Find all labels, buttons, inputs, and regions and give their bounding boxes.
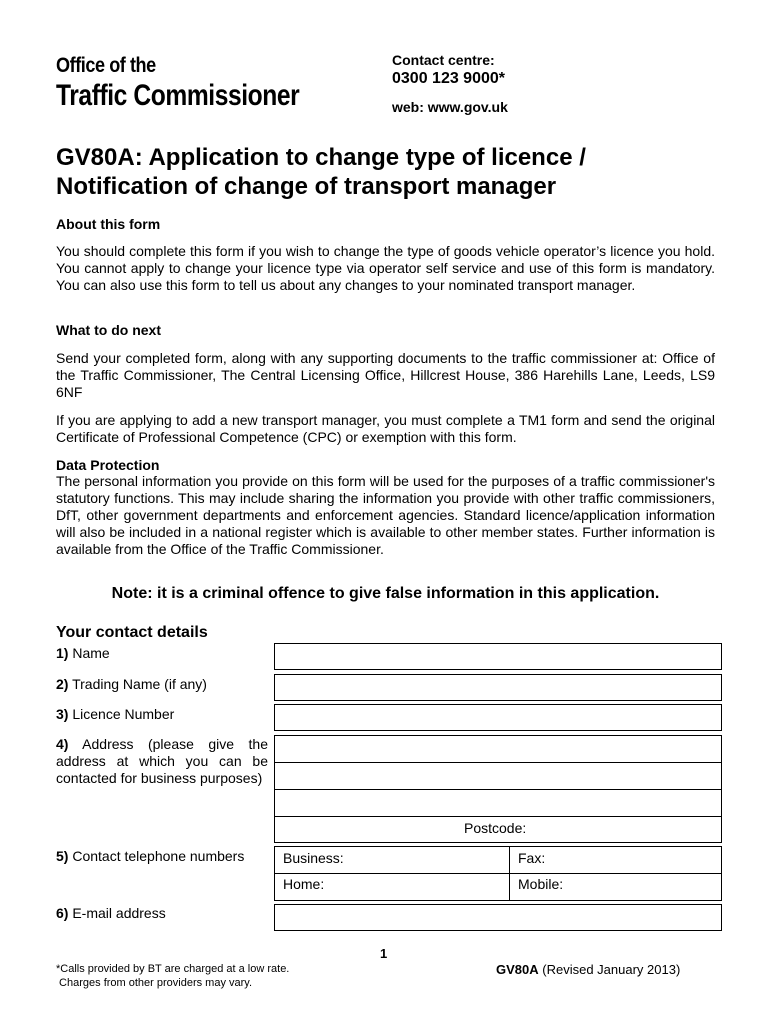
email-field[interactable]	[274, 904, 722, 931]
business-label: Business:	[283, 850, 344, 866]
address-field[interactable]	[274, 735, 722, 843]
form-code: GV80A	[496, 962, 539, 977]
home-label: Home:	[283, 876, 325, 892]
next-heading: What to do next	[56, 322, 161, 338]
home-phone-field[interactable]	[275, 874, 509, 900]
org-name-line1: Office of the	[56, 54, 156, 77]
title-line2: Notification of change of transport manager	[56, 173, 557, 200]
page-title	[56, 143, 736, 201]
about-heading: About this form	[56, 216, 161, 232]
form-revision: (Revised January 2013)	[542, 962, 681, 977]
name-field[interactable]	[274, 643, 722, 670]
footnote	[56, 962, 289, 990]
postcode-label: Postcode:	[464, 820, 527, 836]
q4-label: 4) Address (please give the address at which you can be contacted for business purposes)	[56, 736, 268, 786]
next-text1: Send your completed form, along with any supporting documents to the traffic commissioner at: Office of the Traffic Commissioner, The Central Licensing Office, Hillcrest House, 386 Harehills Lane, Leeds, LS9 6NF	[56, 350, 715, 400]
address-divider-2	[275, 789, 721, 790]
about-text: You should complete this form if you wish to change the type of goods vehicle operator’s licence you hold. You cannot apply to change your licence type via operator self service and use of this form is mandatory. You can also use this form to tell us about any changes to your nominated transport manager.	[56, 243, 715, 293]
next-text2: If you are applying to add a new transport manager, you must complete a TM1 form and send the original Certificate of Professional Competence (CPC) or exemption with this form.	[56, 412, 715, 445]
page-number: 1	[380, 946, 388, 961]
q1-label: 1) Name	[56, 645, 110, 661]
contact-web: web: www.gov.uk	[392, 99, 508, 115]
contact-centre-label: Contact centre:	[392, 52, 495, 68]
data-protection-heading: Data Protection	[56, 457, 160, 473]
footnote-line2: Charges from other providers may vary.	[56, 977, 253, 989]
q5-label: 5) Contact telephone numbers	[56, 848, 245, 864]
business-phone-field[interactable]	[275, 847, 509, 873]
mobile-phone-field[interactable]	[510, 874, 721, 900]
licence-number-field[interactable]	[274, 704, 722, 731]
data-protection-text: The personal information you provide on this form will be used for the purposes of a traffic commissioner's statutory functions. This may include sharing the information you provide with other traffic commissioners, DfT, other government departments and enforcement agencies. Standard licence/application information will also be included in a national register which is available to other member states. Further information is available from the Office of the Traffic Commissioner.	[56, 473, 715, 557]
address-divider-1	[275, 762, 721, 763]
q3-label: 3) Licence Number	[56, 706, 175, 722]
form-reference	[496, 962, 680, 977]
footnote-line1: *Calls provided by BT are charged at a low rate.	[56, 963, 290, 975]
address-divider-3	[275, 816, 721, 817]
org-name-line2: Traffic Commissioner	[56, 79, 300, 112]
trading-name-field[interactable]	[274, 674, 722, 701]
q2-label: 2) Trading Name (if any)	[56, 676, 207, 692]
title-line1: GV80A: Application to change type of licence /	[56, 144, 586, 171]
q6-label: 6) E-mail address	[56, 905, 166, 921]
criminal-offence-note: Note: it is a criminal offence to give false information in this application.	[111, 585, 660, 602]
contact-details-title: Your contact details	[56, 624, 208, 641]
contact-phone: 0300 123 9000*	[392, 70, 505, 87]
fax-label: Fax:	[518, 850, 546, 866]
mobile-label: Mobile:	[518, 876, 564, 892]
fax-field[interactable]	[510, 847, 721, 873]
phone-numbers-table	[274, 846, 722, 901]
